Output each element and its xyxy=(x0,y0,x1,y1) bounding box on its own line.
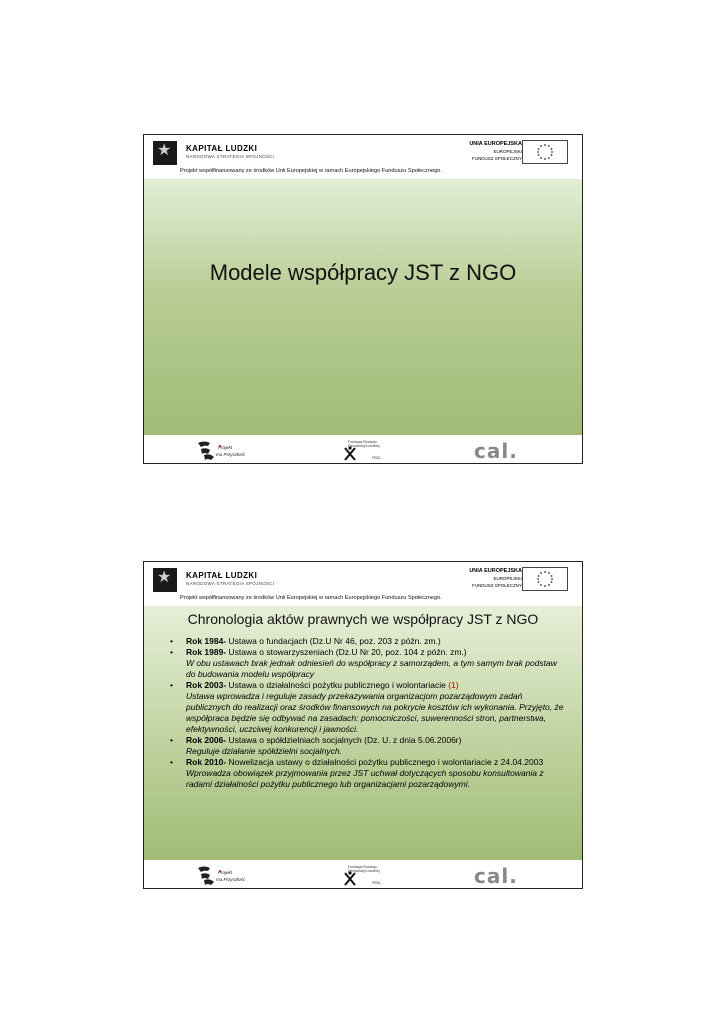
frdl-logo-small: FRDL xyxy=(372,456,382,460)
slide-body xyxy=(144,606,582,860)
item-year: Rok 2003- xyxy=(186,680,227,690)
slide-title: Modele współpracy JST z NGO xyxy=(209,260,517,285)
item-description: Ustawa wprowadza i reguluje zasady przekazywania organizacjom pozarządowym zadań publicznych do realizacji oraz środków finansowych na pokrycie kosztów ich wykonania. Przyjęto, że współpraca będzie się odbywać na zasadach: pomocniczości, suwerenności stron, partnerstwa, efektywności, uczciwej konkurencji i jawności. xyxy=(186,691,564,734)
item-text: Nowelizacja ustawy o działalności pożytku publicznego i wolontariacie z 24.04.2003 xyxy=(226,757,544,767)
kapital-ludzki-logo-icon: ★ xyxy=(153,568,177,592)
item-text: Ustawa o stowarzyszeniach (Dz.U Nr 20, poz. 104 z późn. zm.) xyxy=(226,647,467,657)
item-text: Ustawa o działalności pożytku publicznego i wolontariacie xyxy=(226,680,449,690)
item-description: Wprowadza obowiązek przyjmowania przez JST uchwał dotyczących sposobu konsultowania z radami działalności pożytku publicznego lub organizacjami pozarządowymi. xyxy=(186,768,544,789)
kapital-ludzki-subtitle: NARODOWA STRATEGIA SPÓJNOŚCI xyxy=(186,154,275,159)
chronology-list xyxy=(144,636,582,790)
frdl-logo-text: Fundacja Rozwoju Demokracji Lokalnej xyxy=(348,865,380,873)
item-text: Ustawa o spółdzielniach socjalnych (Dz. U. z dnia 5.06.2006r) xyxy=(226,735,462,745)
slide-title: Chronologia aktów prawnych we współpracy JST z NGO xyxy=(187,611,539,627)
projekt-logo-icon xyxy=(196,865,260,887)
item-year: Rok 2006- xyxy=(186,735,227,745)
eu-line-3: FUNDUSZ SPOŁECZNY xyxy=(471,156,522,161)
eu-line-1: UNIA EUROPEJSKA xyxy=(469,141,522,147)
eu-text-block xyxy=(469,141,522,162)
bullet: • xyxy=(170,636,173,646)
projekt-logo-text-2: ma Przyszłość xyxy=(216,452,246,457)
eu-flag-icon xyxy=(522,140,568,164)
list-item xyxy=(144,647,582,658)
slide-footer xyxy=(144,435,582,463)
item-year: Rok 1984- xyxy=(186,636,227,646)
kapital-ludzki-title: KAPITAŁ LUDZKI xyxy=(186,144,258,153)
kapital-ludzki-title: KAPITAŁ LUDZKI xyxy=(186,571,258,580)
bullet: • xyxy=(170,735,173,745)
item-year: Rok 1989- xyxy=(186,647,227,657)
frdl-logo-small: FRDL xyxy=(372,881,382,885)
slide-footer xyxy=(144,860,582,888)
eu-line-3: FUNDUSZ SPOŁECZNY xyxy=(471,583,522,588)
slide-1 xyxy=(143,134,583,464)
slide-header xyxy=(144,562,582,606)
eu-line-1: UNIA EUROPEJSKA xyxy=(469,568,522,574)
eu-text-block xyxy=(469,568,522,589)
cal-logo: cal. xyxy=(474,864,518,888)
cal-logo: cal. xyxy=(474,439,518,463)
frdl-logo-icon xyxy=(342,438,386,462)
slide-2 xyxy=(143,561,583,889)
item-text: Ustawa o fundacjach (Dz.U Nr 46, poz. 203 z późn. zm.) xyxy=(226,636,441,646)
item-reference: (1) xyxy=(448,680,459,690)
kapital-ludzki-subtitle: NARODOWA STRATEGIA SPÓJNOŚCI xyxy=(186,581,275,586)
projekt-logo-text-2: ma Przyszłość xyxy=(216,877,246,882)
frdl-logo-icon xyxy=(342,863,386,887)
projekt-logo-icon xyxy=(196,440,260,462)
kapital-ludzki-logo-icon: ★ xyxy=(153,141,177,165)
slide-header xyxy=(144,135,582,179)
bullet: • xyxy=(170,757,173,767)
projekt-logo-text-1: Projekt xyxy=(218,870,233,875)
bullet: • xyxy=(170,680,173,690)
frdl-logo-text: Fundacja Rozwoju Demokracji Lokalnej xyxy=(348,440,380,448)
bullet: • xyxy=(170,647,173,657)
projekt-logo-text-1: Projekt xyxy=(218,445,233,450)
eu-line-2: EUROPEJSKI xyxy=(493,149,522,154)
list-item xyxy=(144,735,582,746)
item-description: Reguluje działanie spółdzielni socjalnych. xyxy=(186,746,342,756)
slide-body xyxy=(144,179,582,435)
eu-line-2: EUROPEJSKI xyxy=(493,576,522,581)
project-note: Projekt współfinansowany ze środków Unii Europejskiej w ramach Europejskiego Funduszu Społecznego. xyxy=(180,595,442,601)
eu-flag-icon xyxy=(522,567,568,591)
list-item xyxy=(144,757,582,768)
project-note: Projekt współfinansowany ze środków Unii Europejskiej w ramach Europejskiego Funduszu Społecznego. xyxy=(180,168,442,174)
item-year: Rok 2010- xyxy=(186,757,227,767)
list-item xyxy=(144,680,582,691)
list-item xyxy=(144,636,582,647)
item-description: W obu ustawach brak jednak odniesień do współpracy z samorządem, a tym samym brak podstaw do budowania modelu współpracy xyxy=(186,658,557,679)
